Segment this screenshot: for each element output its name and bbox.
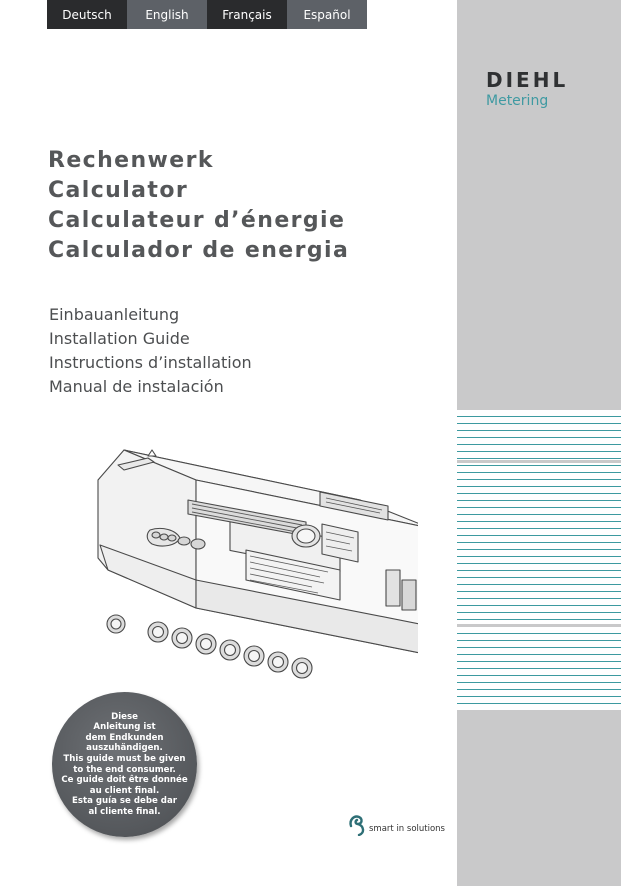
notice-line: al cliente final. [88,806,161,817]
tab-deutsch[interactable]: Deutsch [47,0,127,29]
notice-line: to the end consumer. [73,764,176,775]
stripe-divider [457,460,621,463]
subtitle-de: Einbauanleitung [49,305,180,324]
tab-espanol[interactable]: Español [287,0,367,29]
tab-francais[interactable]: Français [207,0,287,29]
end-consumer-notice-badge [52,692,197,837]
tagline-text: smart in solutions [369,824,445,834]
notice-line: Ce guide doit être donnée [61,775,188,786]
brand-logo [486,70,568,109]
subtitle-en: Installation Guide [49,329,190,348]
teal-stripe-pattern [457,410,621,710]
tab-english[interactable]: English [127,0,207,29]
notice-line: Anleitung ist [93,722,156,733]
notice-line: au client final. [89,785,160,796]
language-selector [47,0,367,29]
notice-line: auszuhändigen. [86,743,163,754]
subtitle-es: Manual de instalación [49,377,224,396]
title-en: Calculator [48,178,189,203]
title-de: Rechenwerk [48,148,214,173]
notice-line: Esta guía se debe dar [72,796,177,807]
brand-subtitle: Metering [486,93,549,109]
tagline [348,814,445,836]
notice-line: dem Endkunden [85,732,164,743]
brand-name: DIEHL [486,68,569,92]
title-es: Calculador de energia [48,238,350,263]
document-subtitle [49,303,252,399]
energy-calculator-illustration [58,440,418,684]
subtitle-fr: Instructions d’installation [49,353,252,372]
title-fr: Calculateur d’énergie [48,208,346,233]
stripe-divider [457,624,621,627]
notice-line: Diese [111,711,138,722]
document-title [48,146,349,266]
diehl-swirl-icon [348,814,368,836]
notice-line: This guide must be given [63,753,186,764]
